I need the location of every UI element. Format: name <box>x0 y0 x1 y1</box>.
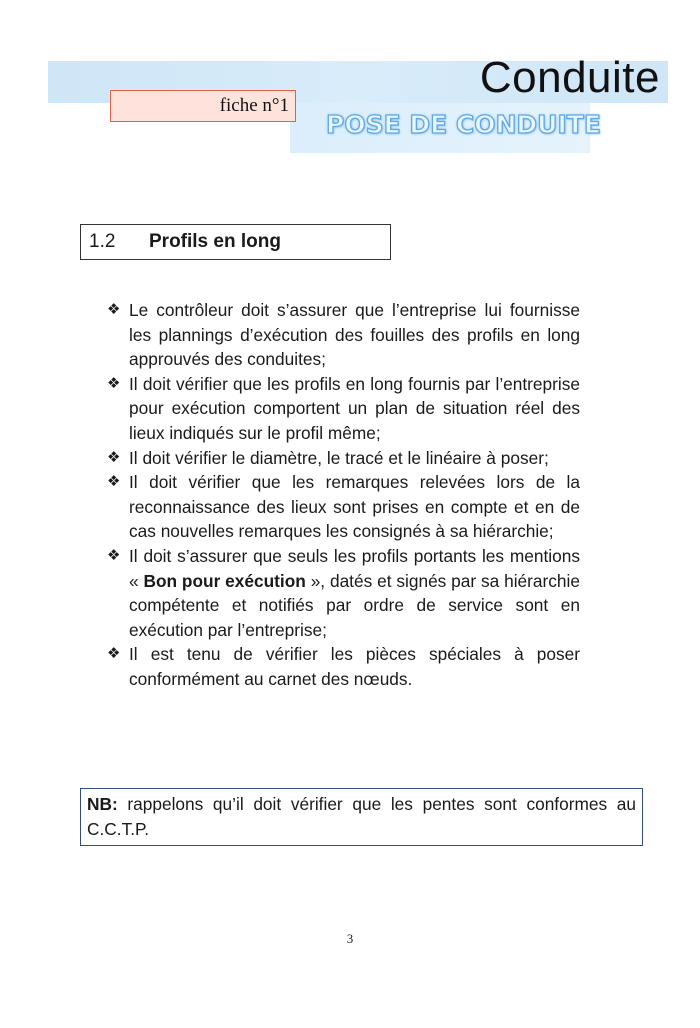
list-item-text: Il doit vérifier que les profils en long fournis par l’entreprise pour exécution comportent un plan de situation réel des lieux indiqués sur le profil même; <box>129 373 580 443</box>
list-item-text: Il doit vérifier que les remarques relevées lors de la reconnaissance des lieux sont prises en compte et en de cas nouvelles remarques les consignés à sa hiérarchie; <box>129 472 580 542</box>
diamond-bullet-icon: ❖ <box>107 448 121 466</box>
bullet-list <box>104 298 580 692</box>
diamond-bullet-icon: ❖ <box>107 374 121 392</box>
list-item <box>104 470 580 544</box>
list-item <box>104 298 580 372</box>
list-item <box>104 446 580 471</box>
note-box <box>80 788 643 846</box>
list-item-text-bold: Bon pour exécution <box>143 570 306 591</box>
page-number: 3 <box>346 931 354 946</box>
list-item-text-pre: Il doit s’assurer que seuls les profils portants les mentions « <box>129 545 580 591</box>
diamond-bullet-icon: ❖ <box>107 645 121 663</box>
section-number: 1.2 <box>89 231 116 252</box>
list-item-text: Il est tenu de vérifier les pièces spéciales à poser conformément au carnet des nœuds. <box>129 644 580 689</box>
fiche-label: fiche n°1 <box>110 90 296 122</box>
list-item-text: Il doit vérifier le diamètre, le tracé et le linéaire à poser; <box>129 447 549 468</box>
page-title: Conduite <box>479 53 660 102</box>
subtitle: POSE DE CONDUITE <box>326 110 601 139</box>
section-title: Profils en long <box>149 231 281 252</box>
diamond-bullet-icon: ❖ <box>107 473 121 491</box>
diamond-bullet-icon: ❖ <box>107 301 121 318</box>
list-item <box>104 642 580 691</box>
section-heading <box>80 224 391 260</box>
list-item <box>104 544 580 642</box>
list-item-text-post: », datés et signés par sa hiérarchie compétente et notifiés par ordre de service sont en exécution par l’entreprise; <box>129 570 580 640</box>
note-label: NB: <box>87 794 118 814</box>
diamond-bullet-icon: ❖ <box>107 546 121 564</box>
list-item <box>104 372 580 446</box>
note-text: rappelons qu’il doit vérifier que les pentes sont conformes au C.C.T.P. <box>87 794 636 839</box>
list-item-text: Le contrôleur doit s’assurer que l’entreprise lui fournisse les plannings d’exécution des fouilles des profils en long approuvés des conduites; <box>129 300 580 370</box>
